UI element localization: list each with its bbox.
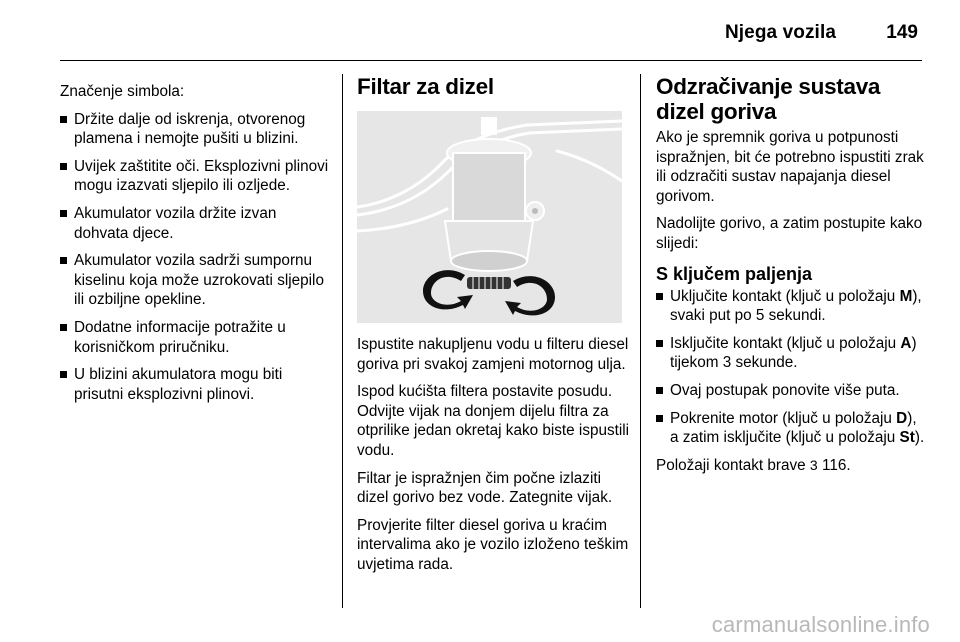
list-item: Dodatne informacije potražite u korisničkom priručniku.: [60, 318, 334, 357]
section-heading: Odzračivanje sustava dizel goriva: [656, 74, 881, 124]
list-item: Akumulator vozila držite izvan dohvata djece.: [60, 204, 334, 243]
square-bullet-icon: [656, 340, 663, 347]
diesel-filter-drawing: [357, 111, 622, 323]
cross-reference[interactable]: Položaji kontakt brave 3 116.: [656, 456, 851, 474]
column-symbols: [60, 82, 334, 412]
section-heading: Filtar za dizel: [357, 74, 494, 99]
paragraph: Filtar je ispražnjen čim počne izlaziti dizel gorivo bez vode. Zategnite vijak.: [357, 469, 613, 507]
list-item: U blizini akumulatora mogu biti prisutni eksplozivni plinovi.: [60, 365, 334, 404]
list-item: Ovaj postupak ponovite više puta.: [656, 381, 928, 401]
list-item: Uvijek zaštitite oči. Eksplozivni plinovi mogu izazvati sljepilo ili ozljede.: [60, 157, 334, 196]
square-bullet-icon: [60, 210, 67, 217]
list-item: Pokrenite motor (ključ u položaju D), a zatim isključite (ključ u položaju St).: [656, 409, 928, 448]
watermark: carmanualsonline.info: [711, 612, 930, 637]
header-divider: [60, 60, 922, 61]
column-divider-1: [342, 74, 343, 608]
list-item: Akumulator vozila sadrži sumpornu kiselinu koja može uzrokovati sljepilo ili ozbiljne opekline.: [60, 251, 334, 310]
page-header-title: Njega vozila: [724, 22, 836, 43]
reference-arrow-icon: 3: [809, 456, 818, 473]
square-bullet-icon: [60, 371, 67, 378]
square-bullet-icon: [656, 415, 663, 422]
paragraph: Nadolijte gorivo, a zatim postupite kako slijedi:: [656, 215, 923, 252]
column-bleeding-fuel-system: [656, 74, 928, 483]
square-bullet-icon: [656, 293, 663, 300]
square-bullet-icon: [60, 116, 67, 123]
square-bullet-icon: [60, 324, 67, 331]
symbols-intro: Značenje simbola:: [60, 83, 185, 100]
list-item: Držite dalje od iskrenja, otvorenog plamena i nemojte pušiti u blizini.: [60, 110, 334, 149]
column-diesel-filter: [357, 74, 632, 583]
symbols-list: [60, 110, 334, 405]
paragraph: Ako je spremnik goriva u potpunosti ispražnjen, bit će potrebno ispustiti zrak ili odzračiti sustav napajanja diesel gorivom.: [656, 129, 924, 205]
subsection-heading: S ključem paljenja: [656, 263, 813, 284]
column-divider-2: [640, 74, 641, 608]
diesel-filter-illustration: [357, 111, 622, 323]
square-bullet-icon: [656, 387, 663, 394]
paragraph: Ispustite nakupljenu vodu u filteru diesel goriva pri svakoj zamjeni motornog ulja.: [357, 336, 629, 373]
page-number: 149: [886, 22, 918, 43]
paragraph: Ispod kućišta filtera postavite posudu. Odvijte vijak na donjem dijelu filtra za otprilike jedan okretaj kako biste ispustili vodu.: [357, 383, 630, 459]
list-item: Uključite kontakt (ključ u položaju M), svaki put po 5 sekundi.: [656, 287, 928, 326]
square-bullet-icon: [60, 257, 67, 264]
paragraph: Provjerite filter diesel goriva u kraćim intervalima ako je vozilo izloženo teškim uvjetima rada.: [357, 516, 629, 573]
list-item: Isključite kontakt (ključ u položaju A) tijekom 3 sekunde.: [656, 334, 928, 373]
steps-list: [656, 287, 928, 448]
square-bullet-icon: [60, 163, 67, 170]
